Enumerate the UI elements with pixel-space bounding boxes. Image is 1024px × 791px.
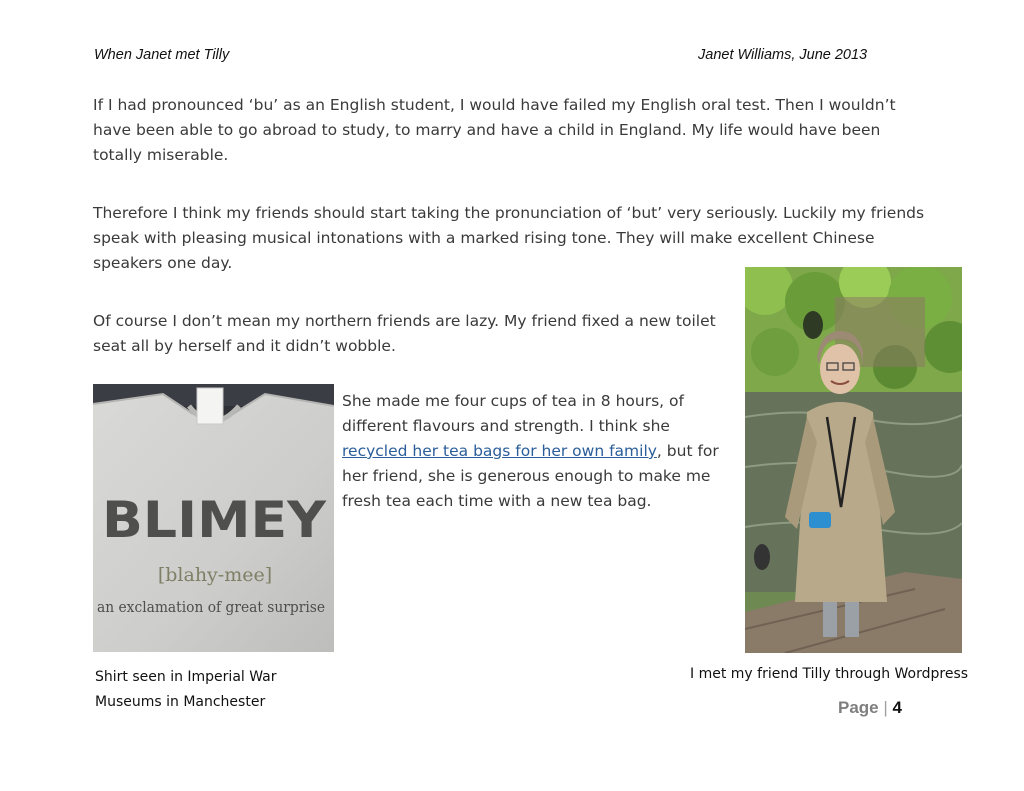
recycled-tea-bags-link[interactable]: recycled her tea bags for her own family — [342, 442, 657, 460]
paragraph-4 — [342, 389, 727, 514]
price-tag — [197, 388, 223, 424]
page-number — [838, 698, 902, 718]
handheld-camera — [754, 544, 770, 570]
paragraph-1: If I had pronounced ‘bu’ as an English student, I would have failed my English oral test. Then I wouldn’t have been able to go abroad to study, to marry and have a child in England. My life would have been totally miserable. — [93, 96, 896, 164]
tshirt-word: BLIMEY — [102, 491, 327, 549]
tilly-photo — [745, 267, 962, 653]
header-title: When Janet met Tilly — [94, 47, 230, 63]
paragraph-4-text-end: , but for her friend, she is generous enough to make me fresh tea each time with a new tea bag. — [342, 442, 719, 510]
tshirt-definition: an exclamation of great surprise — [97, 600, 325, 616]
tshirt-caption-line-1: Shirt seen in Imperial War — [95, 669, 277, 685]
paragraph-4-text-start: She made me four cups of tea in 8 hours, of different flavours and strength. I think she — [342, 392, 684, 435]
page-label: Page — [838, 698, 879, 717]
blue-camera — [809, 512, 831, 528]
page-number-value: 4 — [892, 698, 902, 717]
tilly-caption: I met my friend Tilly through Wordpress — [690, 666, 969, 682]
tshirt-pronunciation: [blahy-mee] — [157, 564, 273, 586]
paragraph-2: Therefore I think my friends should start taking the pronunciation of ‘but’ very seriously. Luckily my friends speak with pleasing musical intonations with a marked rising tone. They will make excellent Chinese speakers one day. — [93, 204, 925, 272]
paragraph-3: Of course I don’t mean my northern friends are lazy. My friend fixed a new toilet seat all by herself and it didn’t wobble. — [93, 312, 716, 355]
header-author-date: Janet Williams, June 2013 — [698, 47, 868, 63]
tshirt-caption-line-2: Museums in Manchester — [95, 694, 266, 710]
page-separator: | — [883, 698, 888, 717]
tshirt-caption — [95, 665, 325, 715]
tshirt-photo — [93, 384, 334, 652]
